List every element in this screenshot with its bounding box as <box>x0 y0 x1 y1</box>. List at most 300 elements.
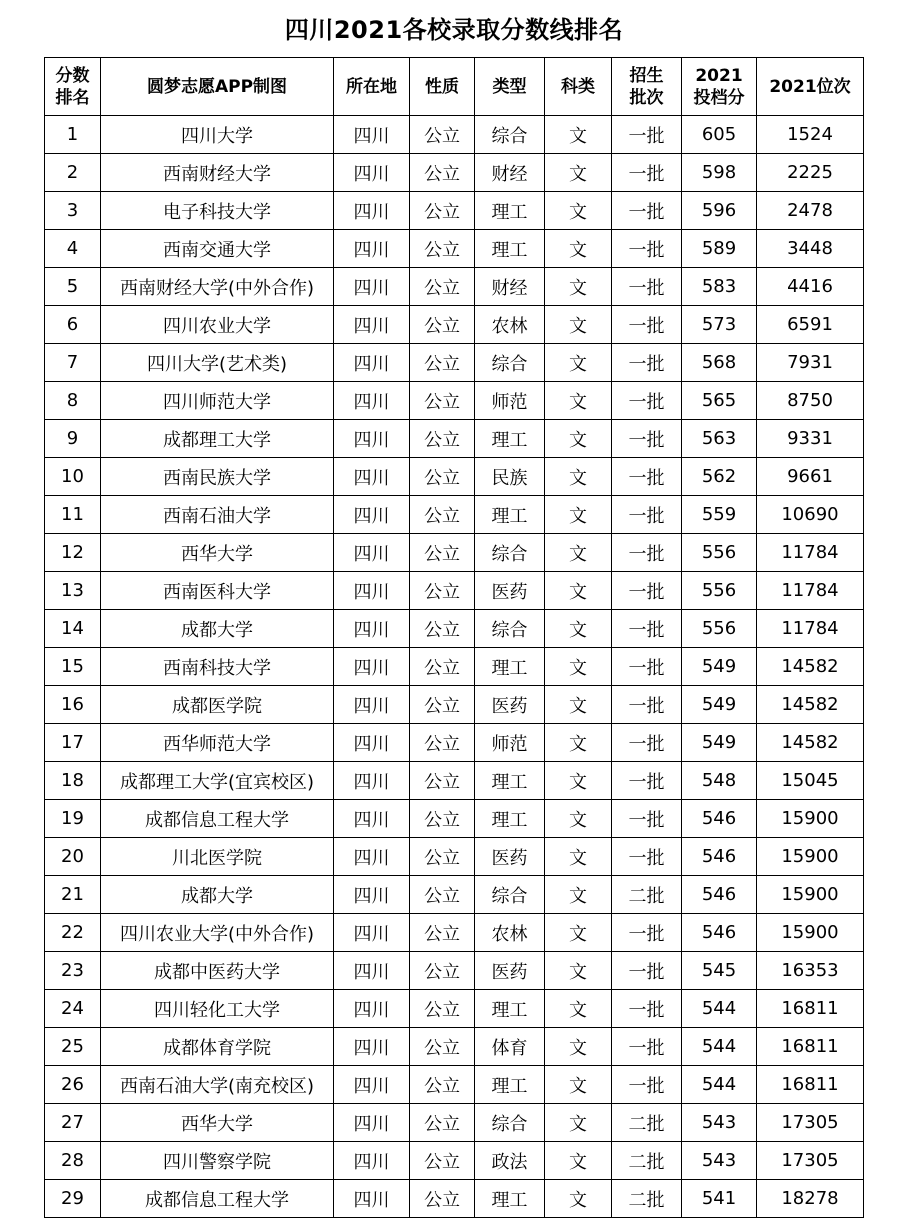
position-cell: 15900 <box>757 914 864 952</box>
batch-cell: 二批 <box>612 1104 682 1142</box>
position-cell: 9661 <box>757 458 864 496</box>
rank-cell: 21 <box>45 876 101 914</box>
type-cell: 理工 <box>475 762 545 800</box>
position-cell: 10690 <box>757 496 864 534</box>
school-name-cell: 西华师范大学 <box>101 724 334 762</box>
position-cell: 9331 <box>757 420 864 458</box>
location-cell: 四川 <box>334 876 410 914</box>
rank-cell: 16 <box>45 686 101 724</box>
rank-cell: 22 <box>45 914 101 952</box>
score-cell: 543 <box>682 1142 757 1180</box>
location-cell: 四川 <box>334 496 410 534</box>
table-row <box>45 154 864 192</box>
batch-cell: 一批 <box>612 116 682 154</box>
nature-cell: 公立 <box>410 420 475 458</box>
rank-cell: 24 <box>45 990 101 1028</box>
type-cell: 理工 <box>475 192 545 230</box>
batch-cell: 一批 <box>612 686 682 724</box>
school-name-cell: 川北医学院 <box>101 838 334 876</box>
position-cell: 4416 <box>757 268 864 306</box>
position-cell: 6591 <box>757 306 864 344</box>
score-cell: 568 <box>682 344 757 382</box>
subject-cell: 文 <box>545 838 612 876</box>
rank-cell: 20 <box>45 838 101 876</box>
school-name-cell: 西南医科大学 <box>101 572 334 610</box>
table-row <box>45 838 864 876</box>
position-cell: 18278 <box>757 1180 864 1218</box>
type-cell: 体育 <box>475 1028 545 1066</box>
rank-cell: 4 <box>45 230 101 268</box>
nature-cell: 公立 <box>410 648 475 686</box>
header-score <box>682 58 757 116</box>
position-cell: 17305 <box>757 1142 864 1180</box>
batch-cell: 一批 <box>612 1028 682 1066</box>
location-cell: 四川 <box>334 1028 410 1066</box>
subject-cell: 文 <box>545 1066 612 1104</box>
type-cell: 综合 <box>475 116 545 154</box>
header-school <box>101 58 334 116</box>
table-row <box>45 420 864 458</box>
type-cell: 医药 <box>475 686 545 724</box>
position-cell: 14582 <box>757 686 864 724</box>
location-cell: 四川 <box>334 648 410 686</box>
subject-cell: 文 <box>545 306 612 344</box>
type-cell: 理工 <box>475 230 545 268</box>
rank-cell: 29 <box>45 1180 101 1218</box>
type-cell: 理工 <box>475 420 545 458</box>
subject-cell: 文 <box>545 1142 612 1180</box>
location-cell: 四川 <box>334 154 410 192</box>
nature-cell: 公立 <box>410 192 475 230</box>
score-cell: 543 <box>682 1104 757 1142</box>
subject-cell: 文 <box>545 154 612 192</box>
batch-cell: 一批 <box>612 344 682 382</box>
type-cell: 理工 <box>475 800 545 838</box>
batch-cell: 一批 <box>612 952 682 990</box>
header-score-line: 投档分 <box>693 87 745 108</box>
location-cell: 四川 <box>334 724 410 762</box>
type-cell: 农林 <box>475 914 545 952</box>
location-cell: 四川 <box>334 1142 410 1180</box>
position-cell: 17305 <box>757 1104 864 1142</box>
batch-cell: 一批 <box>612 610 682 648</box>
table-row <box>45 230 864 268</box>
location-cell: 四川 <box>334 268 410 306</box>
table-row <box>45 268 864 306</box>
batch-cell: 一批 <box>612 306 682 344</box>
school-name-cell: 四川农业大学(中外合作) <box>101 914 334 952</box>
score-cell: 559 <box>682 496 757 534</box>
type-cell: 农林 <box>475 306 545 344</box>
table-row <box>45 610 864 648</box>
location-cell: 四川 <box>334 686 410 724</box>
school-name-cell: 四川大学(艺术类) <box>101 344 334 382</box>
table-row <box>45 1142 864 1180</box>
score-cell: 548 <box>682 762 757 800</box>
score-cell: 549 <box>682 724 757 762</box>
nature-cell: 公立 <box>410 914 475 952</box>
nature-cell: 公立 <box>410 952 475 990</box>
rank-cell: 26 <box>45 1066 101 1104</box>
subject-cell: 文 <box>545 762 612 800</box>
type-cell: 综合 <box>475 876 545 914</box>
type-cell: 师范 <box>475 382 545 420</box>
header-location-line: 所在地 <box>346 76 397 97</box>
table-row <box>45 724 864 762</box>
subject-cell: 文 <box>545 534 612 572</box>
location-cell: 四川 <box>334 382 410 420</box>
type-cell: 师范 <box>475 724 545 762</box>
batch-cell: 一批 <box>612 496 682 534</box>
location-cell: 四川 <box>334 838 410 876</box>
table-row <box>45 382 864 420</box>
score-cell: 583 <box>682 268 757 306</box>
table-row <box>45 648 864 686</box>
type-cell: 政法 <box>475 1142 545 1180</box>
nature-cell: 公立 <box>410 1104 475 1142</box>
nature-cell: 公立 <box>410 876 475 914</box>
header-score-line: 2021 <box>695 65 743 86</box>
position-cell: 2478 <box>757 192 864 230</box>
rank-cell: 3 <box>45 192 101 230</box>
nature-cell: 公立 <box>410 1142 475 1180</box>
position-cell: 14582 <box>757 724 864 762</box>
batch-cell: 一批 <box>612 800 682 838</box>
batch-cell: 二批 <box>612 1180 682 1218</box>
subject-cell: 文 <box>545 610 612 648</box>
header-rank <box>45 58 101 116</box>
subject-cell: 文 <box>545 990 612 1028</box>
location-cell: 四川 <box>334 800 410 838</box>
position-cell: 16811 <box>757 990 864 1028</box>
rank-cell: 13 <box>45 572 101 610</box>
subject-cell: 文 <box>545 572 612 610</box>
position-cell: 11784 <box>757 534 864 572</box>
subject-cell: 文 <box>545 952 612 990</box>
score-cell: 541 <box>682 1180 757 1218</box>
nature-cell: 公立 <box>410 762 475 800</box>
position-cell: 16353 <box>757 952 864 990</box>
school-name-cell: 成都医学院 <box>101 686 334 724</box>
location-cell: 四川 <box>334 914 410 952</box>
batch-cell: 一批 <box>612 914 682 952</box>
position-cell: 16811 <box>757 1066 864 1104</box>
score-cell: 544 <box>682 1066 757 1104</box>
nature-cell: 公立 <box>410 230 475 268</box>
batch-cell: 一批 <box>612 534 682 572</box>
batch-cell: 二批 <box>612 1142 682 1180</box>
type-cell: 医药 <box>475 952 545 990</box>
school-name-cell: 西南石油大学 <box>101 496 334 534</box>
nature-cell: 公立 <box>410 1028 475 1066</box>
batch-cell: 一批 <box>612 838 682 876</box>
subject-cell: 文 <box>545 876 612 914</box>
subject-cell: 文 <box>545 1104 612 1142</box>
location-cell: 四川 <box>334 990 410 1028</box>
school-name-cell: 电子科技大学 <box>101 192 334 230</box>
nature-cell: 公立 <box>410 344 475 382</box>
rank-cell: 12 <box>45 534 101 572</box>
header-type <box>475 58 545 116</box>
score-cell: 544 <box>682 990 757 1028</box>
type-cell: 综合 <box>475 344 545 382</box>
nature-cell: 公立 <box>410 838 475 876</box>
school-name-cell: 四川农业大学 <box>101 306 334 344</box>
table-row <box>45 952 864 990</box>
school-name-cell: 成都信息工程大学 <box>101 1180 334 1218</box>
rank-cell: 10 <box>45 458 101 496</box>
batch-cell: 一批 <box>612 382 682 420</box>
nature-cell: 公立 <box>410 534 475 572</box>
score-cell: 546 <box>682 800 757 838</box>
batch-cell: 一批 <box>612 230 682 268</box>
type-cell: 财经 <box>475 268 545 306</box>
school-name-cell: 西南科技大学 <box>101 648 334 686</box>
table-row <box>45 1104 864 1142</box>
subject-cell: 文 <box>545 192 612 230</box>
header-subject-line: 科类 <box>561 76 595 97</box>
position-cell: 7931 <box>757 344 864 382</box>
nature-cell: 公立 <box>410 306 475 344</box>
school-name-cell: 成都体育学院 <box>101 1028 334 1066</box>
type-cell: 综合 <box>475 610 545 648</box>
table-row <box>45 1028 864 1066</box>
rank-cell: 23 <box>45 952 101 990</box>
score-cell: 573 <box>682 306 757 344</box>
nature-cell: 公立 <box>410 724 475 762</box>
batch-cell: 一批 <box>612 762 682 800</box>
rank-cell: 11 <box>45 496 101 534</box>
batch-cell: 一批 <box>612 458 682 496</box>
subject-cell: 文 <box>545 420 612 458</box>
score-cell: 562 <box>682 458 757 496</box>
rank-cell: 1 <box>45 116 101 154</box>
rank-cell: 8 <box>45 382 101 420</box>
score-cell: 589 <box>682 230 757 268</box>
rank-cell: 18 <box>45 762 101 800</box>
location-cell: 四川 <box>334 1104 410 1142</box>
table-row <box>45 990 864 1028</box>
score-cell: 549 <box>682 648 757 686</box>
batch-cell: 一批 <box>612 648 682 686</box>
table-header-row <box>45 58 864 116</box>
location-cell: 四川 <box>334 230 410 268</box>
type-cell: 理工 <box>475 496 545 534</box>
location-cell: 四川 <box>334 420 410 458</box>
table-row <box>45 686 864 724</box>
location-cell: 四川 <box>334 610 410 648</box>
position-cell: 15900 <box>757 800 864 838</box>
rank-cell: 9 <box>45 420 101 458</box>
score-cell: 546 <box>682 914 757 952</box>
rank-cell: 19 <box>45 800 101 838</box>
subject-cell: 文 <box>545 116 612 154</box>
score-cell: 545 <box>682 952 757 990</box>
batch-cell: 一批 <box>612 724 682 762</box>
batch-cell: 一批 <box>612 1066 682 1104</box>
position-cell: 1524 <box>757 116 864 154</box>
rank-cell: 17 <box>45 724 101 762</box>
header-position-line: 2021位次 <box>769 76 851 97</box>
score-cell: 549 <box>682 686 757 724</box>
score-cell: 546 <box>682 838 757 876</box>
score-cell: 598 <box>682 154 757 192</box>
rank-cell: 7 <box>45 344 101 382</box>
location-cell: 四川 <box>334 116 410 154</box>
header-subject <box>545 58 612 116</box>
nature-cell: 公立 <box>410 458 475 496</box>
nature-cell: 公立 <box>410 1066 475 1104</box>
nature-cell: 公立 <box>410 686 475 724</box>
header-rank-line: 分数 <box>55 65 90 86</box>
score-cell: 546 <box>682 876 757 914</box>
school-name-cell: 四川大学 <box>101 116 334 154</box>
table-row <box>45 534 864 572</box>
table-body <box>45 116 864 1218</box>
batch-cell: 一批 <box>612 572 682 610</box>
location-cell: 四川 <box>334 192 410 230</box>
table-row <box>45 762 864 800</box>
type-cell: 医药 <box>475 838 545 876</box>
batch-cell: 一批 <box>612 154 682 192</box>
school-name-cell: 西南民族大学 <box>101 458 334 496</box>
nature-cell: 公立 <box>410 496 475 534</box>
school-name-cell: 西华大学 <box>101 534 334 572</box>
position-cell: 15900 <box>757 838 864 876</box>
subject-cell: 文 <box>545 800 612 838</box>
type-cell: 理工 <box>475 648 545 686</box>
nature-cell: 公立 <box>410 800 475 838</box>
rank-cell: 5 <box>45 268 101 306</box>
position-cell: 15900 <box>757 876 864 914</box>
table-row <box>45 914 864 952</box>
type-cell: 综合 <box>475 534 545 572</box>
subject-cell: 文 <box>545 914 612 952</box>
score-cell: 596 <box>682 192 757 230</box>
ranking-table <box>44 57 864 1218</box>
school-name-cell: 西南交通大学 <box>101 230 334 268</box>
batch-cell: 一批 <box>612 990 682 1028</box>
rank-cell: 6 <box>45 306 101 344</box>
table-row <box>45 116 864 154</box>
nature-cell: 公立 <box>410 268 475 306</box>
header-school-line: 圆梦志愿APP制图 <box>146 76 288 97</box>
position-cell: 14582 <box>757 648 864 686</box>
location-cell: 四川 <box>334 534 410 572</box>
batch-cell: 一批 <box>612 192 682 230</box>
table-row <box>45 1066 864 1104</box>
location-cell: 四川 <box>334 306 410 344</box>
table-row <box>45 344 864 382</box>
table-row <box>45 876 864 914</box>
table-row <box>45 1180 864 1218</box>
subject-cell: 文 <box>545 1180 612 1218</box>
nature-cell: 公立 <box>410 610 475 648</box>
school-name-cell: 成都信息工程大学 <box>101 800 334 838</box>
position-cell: 16811 <box>757 1028 864 1066</box>
location-cell: 四川 <box>334 762 410 800</box>
header-nature-line: 性质 <box>425 76 459 97</box>
rank-cell: 25 <box>45 1028 101 1066</box>
school-name-cell: 西南财经大学(中外合作) <box>101 268 334 306</box>
rank-cell: 2 <box>45 154 101 192</box>
header-batch <box>612 58 682 116</box>
header-location <box>334 58 410 116</box>
type-cell: 理工 <box>475 1066 545 1104</box>
subject-cell: 文 <box>545 496 612 534</box>
location-cell: 四川 <box>334 1180 410 1218</box>
header-rank-line: 排名 <box>55 87 90 108</box>
nature-cell: 公立 <box>410 382 475 420</box>
page-title: 四川2021各校录取分数线排名 <box>284 16 624 44</box>
nature-cell: 公立 <box>410 990 475 1028</box>
type-cell: 理工 <box>475 990 545 1028</box>
table-row <box>45 192 864 230</box>
school-name-cell: 西华大学 <box>101 1104 334 1142</box>
location-cell: 四川 <box>334 952 410 990</box>
nature-cell: 公立 <box>410 1180 475 1218</box>
header-type-line: 类型 <box>492 76 527 97</box>
location-cell: 四川 <box>334 572 410 610</box>
nature-cell: 公立 <box>410 154 475 192</box>
score-cell: 563 <box>682 420 757 458</box>
school-name-cell: 四川轻化工大学 <box>101 990 334 1028</box>
position-cell: 11784 <box>757 572 864 610</box>
nature-cell: 公立 <box>410 572 475 610</box>
header-batch-line: 招生 <box>629 65 664 86</box>
batch-cell: 一批 <box>612 420 682 458</box>
school-name-cell: 西南石油大学(南充校区) <box>101 1066 334 1104</box>
school-name-cell: 成都大学 <box>101 876 334 914</box>
type-cell: 财经 <box>475 154 545 192</box>
table-row <box>45 800 864 838</box>
table-row <box>45 306 864 344</box>
school-name-cell: 四川警察学院 <box>101 1142 334 1180</box>
score-cell: 556 <box>682 572 757 610</box>
subject-cell: 文 <box>545 344 612 382</box>
position-cell: 11784 <box>757 610 864 648</box>
score-cell: 556 <box>682 610 757 648</box>
school-name-cell: 成都中医药大学 <box>101 952 334 990</box>
type-cell: 医药 <box>475 572 545 610</box>
subject-cell: 文 <box>545 686 612 724</box>
header-position <box>757 58 864 116</box>
type-cell: 综合 <box>475 1104 545 1142</box>
subject-cell: 文 <box>545 458 612 496</box>
subject-cell: 文 <box>545 230 612 268</box>
school-name-cell: 成都理工大学(宜宾校区) <box>101 762 334 800</box>
score-cell: 565 <box>682 382 757 420</box>
rank-cell: 28 <box>45 1142 101 1180</box>
subject-cell: 文 <box>545 1028 612 1066</box>
table-row <box>45 458 864 496</box>
header-batch-line: 批次 <box>629 87 664 108</box>
subject-cell: 文 <box>545 382 612 420</box>
subject-cell: 文 <box>545 268 612 306</box>
nature-cell: 公立 <box>410 116 475 154</box>
type-cell: 民族 <box>475 458 545 496</box>
table-row <box>45 572 864 610</box>
rank-cell: 14 <box>45 610 101 648</box>
location-cell: 四川 <box>334 1066 410 1104</box>
school-name-cell: 成都理工大学 <box>101 420 334 458</box>
location-cell: 四川 <box>334 458 410 496</box>
position-cell: 15045 <box>757 762 864 800</box>
position-cell: 2225 <box>757 154 864 192</box>
position-cell: 3448 <box>757 230 864 268</box>
subject-cell: 文 <box>545 724 612 762</box>
batch-cell: 一批 <box>612 268 682 306</box>
